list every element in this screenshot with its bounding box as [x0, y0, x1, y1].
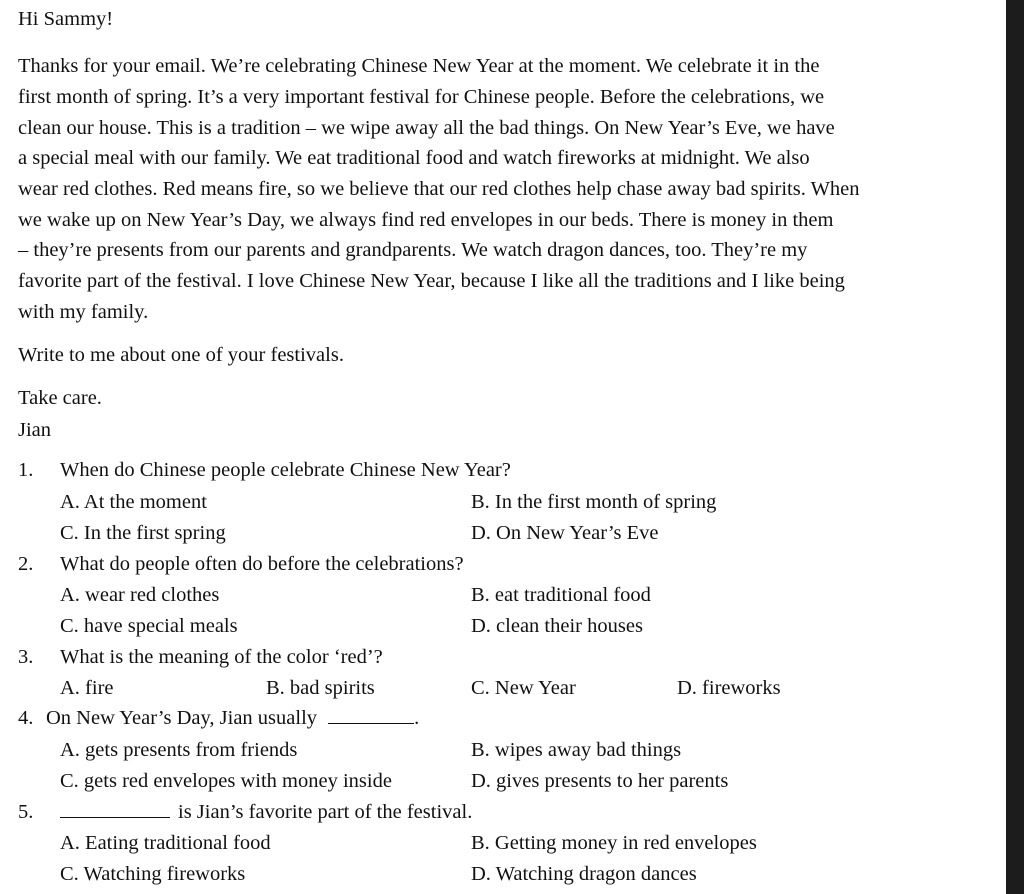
question-text-after: .: [414, 707, 420, 729]
letter-body-line: with my family.: [18, 301, 149, 323]
option-b[interactable]: B. wipes away bad things: [471, 739, 682, 761]
letter-body-line: we wake up on New Year’s Day, we always find red envelopes in our beds. There is money in them: [18, 209, 834, 231]
option-d[interactable]: D. gives presents to her parents: [471, 770, 729, 792]
letter-body-line: wear red clothes. Red means fire, so we believe that our red clothes help chase away bad spirits. When: [18, 178, 860, 200]
letter-request: Write to me about one of your festivals.: [18, 344, 344, 366]
question-number: 2.: [18, 553, 34, 575]
question-number: 1.: [18, 459, 34, 481]
option-b[interactable]: B. In the first month of spring: [471, 491, 717, 513]
question-text: [46, 703, 419, 733]
option-a[interactable]: A. At the moment: [60, 491, 207, 513]
letter-body-line: first month of spring. It’s a very important festival for Chinese people. Before the celebrations, we: [18, 86, 825, 108]
option-b[interactable]: B. Getting money in red envelopes: [471, 832, 757, 854]
option-b[interactable]: B. eat traditional food: [471, 584, 651, 606]
letter-body-line: – they’re presents from our parents and grandparents. We watch dragon dances, too. They’re my: [18, 239, 808, 261]
option-d[interactable]: D. fireworks: [677, 677, 781, 699]
option-a[interactable]: A. wear red clothes: [60, 584, 220, 606]
question-text: What do people often do before the celebrations?: [60, 553, 464, 575]
letter-closing: Take care.: [18, 387, 102, 409]
letter-signature: Jian: [18, 419, 52, 441]
right-edge-border: [1006, 0, 1024, 894]
question-number: 3.: [18, 646, 34, 668]
question-number: 5.: [18, 801, 34, 823]
question-text: [60, 797, 472, 827]
letter-body-line: favorite part of the festival. I love Chinese New Year, because I like all the traditions and I like being: [18, 270, 845, 292]
question-text: When do Chinese people celebrate Chinese New Year?: [60, 459, 511, 481]
option-c[interactable]: C. Watching fireworks: [60, 863, 246, 885]
option-d[interactable]: D. On New Year’s Eve: [471, 522, 659, 544]
answer-blank[interactable]: [60, 817, 170, 818]
question-number: 4.: [18, 707, 34, 729]
question-text-before: On New Year’s Day, Jian usually: [46, 707, 318, 729]
question-text-after: is Jian’s favorite part of the festival.: [178, 801, 473, 823]
option-d[interactable]: D. Watching dragon dances: [471, 863, 697, 885]
letter-body-line: Thanks for your email. We’re celebrating Chinese New Year at the moment. We celebrate it in the: [18, 55, 820, 77]
answer-blank[interactable]: [328, 723, 414, 724]
option-d[interactable]: D. clean their houses: [471, 615, 643, 637]
option-c[interactable]: C. New Year: [471, 677, 576, 699]
option-c[interactable]: C. gets red envelopes with money inside: [60, 770, 392, 792]
letter-body-line: a special meal with our family. We eat traditional food and watch fireworks at midnight. We also: [18, 147, 810, 169]
option-a[interactable]: A. Eating traditional food: [60, 832, 271, 854]
question-text: What is the meaning of the color ‘red’?: [60, 646, 383, 668]
option-c[interactable]: C. In the first spring: [60, 522, 226, 544]
letter-greeting: Hi Sammy!: [18, 8, 114, 30]
option-c[interactable]: C. have special meals: [60, 615, 238, 637]
option-a[interactable]: A. fire: [60, 677, 114, 699]
letter-body-line: clean our house. This is a tradition – we wipe away all the bad things. On New Year’s Eve, we have: [18, 117, 835, 139]
option-b[interactable]: B. bad spirits: [266, 677, 375, 699]
option-a[interactable]: A. gets presents from friends: [60, 739, 298, 761]
